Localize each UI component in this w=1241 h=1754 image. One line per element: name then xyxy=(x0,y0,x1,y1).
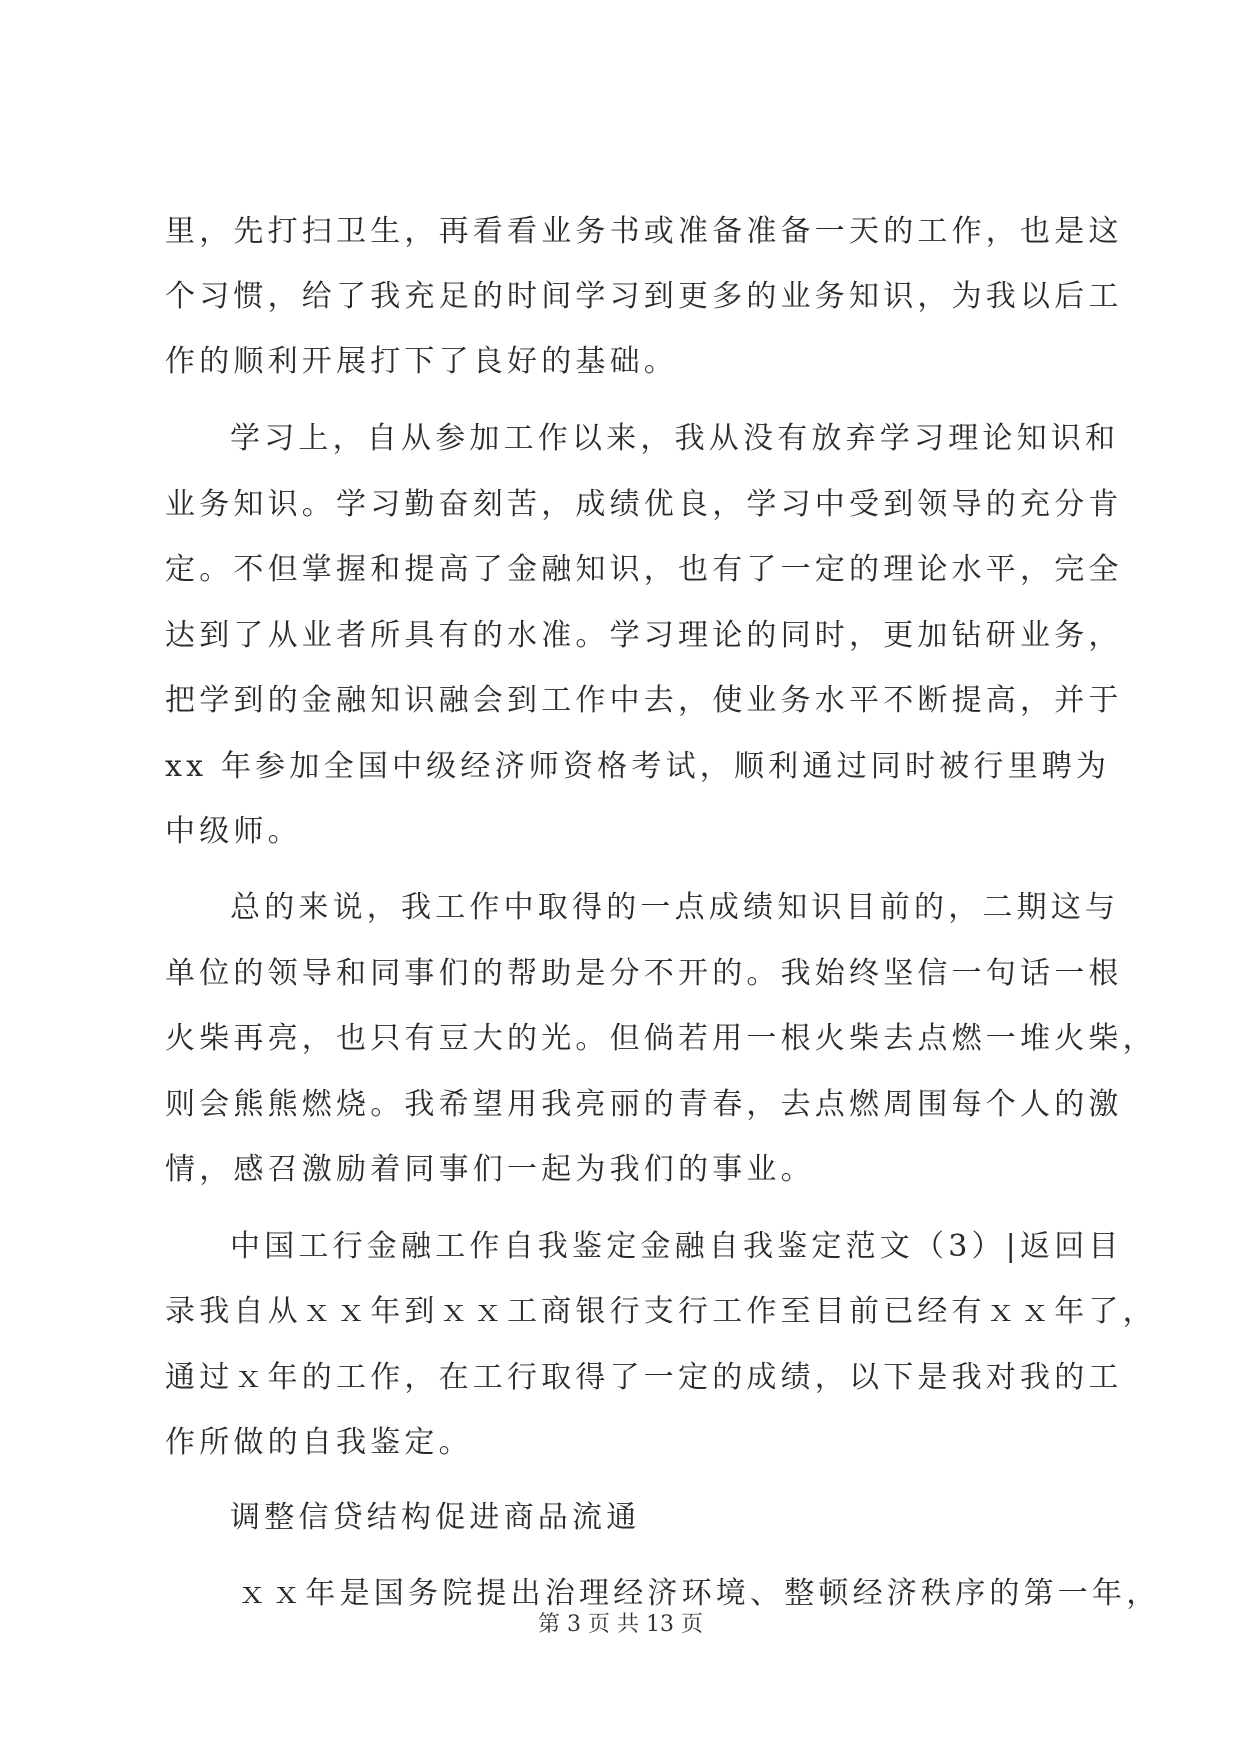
text-line: 定。不但掌握和提高了金融知识，也有了一定的理论水平，完全 xyxy=(165,552,1123,587)
section-heading: 调整信贷结构促进商品流通 xyxy=(230,1500,641,1535)
text-line: 里，先打扫卫生，再看看业务书或准备准备一天的工作，也是这 xyxy=(165,214,1123,249)
text-line: 达到了从业者所具有的水准。学习理论的同时，更加钻研业务， xyxy=(165,618,1123,653)
paragraph-first-line: 总的来说，我工作中取得的一点成绩知识目前的，二期这与 xyxy=(230,890,1120,925)
text-line: 作的顺利开展打下了良好的基础。 xyxy=(165,344,678,379)
page-number-footer: 第 3 页 共 13 页 xyxy=(538,1612,703,1637)
paragraph-first-line: 学习上，自从参加工作以来，我从没有放弃学习理论知识和 xyxy=(230,421,1120,456)
text-line: xx 年参加全国中级经济师资格考试，顺利通过同时被行里聘为 xyxy=(165,749,1111,784)
text-line: 录我自从ｘｘ年到ｘｘ工商银行支行工作至目前已经有ｘｘ年了， xyxy=(165,1294,1157,1329)
text-line: 中级师。 xyxy=(165,814,302,849)
text-line: 火柴再亮，也只有豆大的光。但倘若用一根火柴去点燃一堆火柴， xyxy=(165,1021,1157,1056)
paragraph-first-line: 中国工行金融工作自我鉴定金融自我鉴定范文（3）|返回目 xyxy=(230,1229,1123,1264)
text-line: 情，感召激励着同事们一起为我们的事业。 xyxy=(165,1152,815,1187)
text-line: 通过ｘ年的工作，在工行取得了一定的成绩，以下是我对我的工 xyxy=(165,1360,1123,1395)
text-line: 作所做的自我鉴定。 xyxy=(165,1425,473,1460)
text-line: 把学到的金融知识融会到工作中去，使业务水平不断提高，并于 xyxy=(165,683,1123,718)
text-line: 个习惯，给了我充足的时间学习到更多的业务知识，为我以后工 xyxy=(165,279,1123,314)
text-line: 单位的领导和同事们的帮助是分不开的。我始终坚信一句话一根 xyxy=(165,956,1123,991)
text-line: 业务知识。学习勤奋刻苦，成绩优良，学习中受到领导的充分肯 xyxy=(165,487,1123,522)
text-line: 则会熊熊燃烧。我希望用我亮丽的青春，去点燃周围每个人的激 xyxy=(165,1087,1123,1122)
paragraph-first-line: ｘｘ年是国务院提出治理经济环境、整顿经济秩序的第一年， xyxy=(237,1576,1161,1611)
